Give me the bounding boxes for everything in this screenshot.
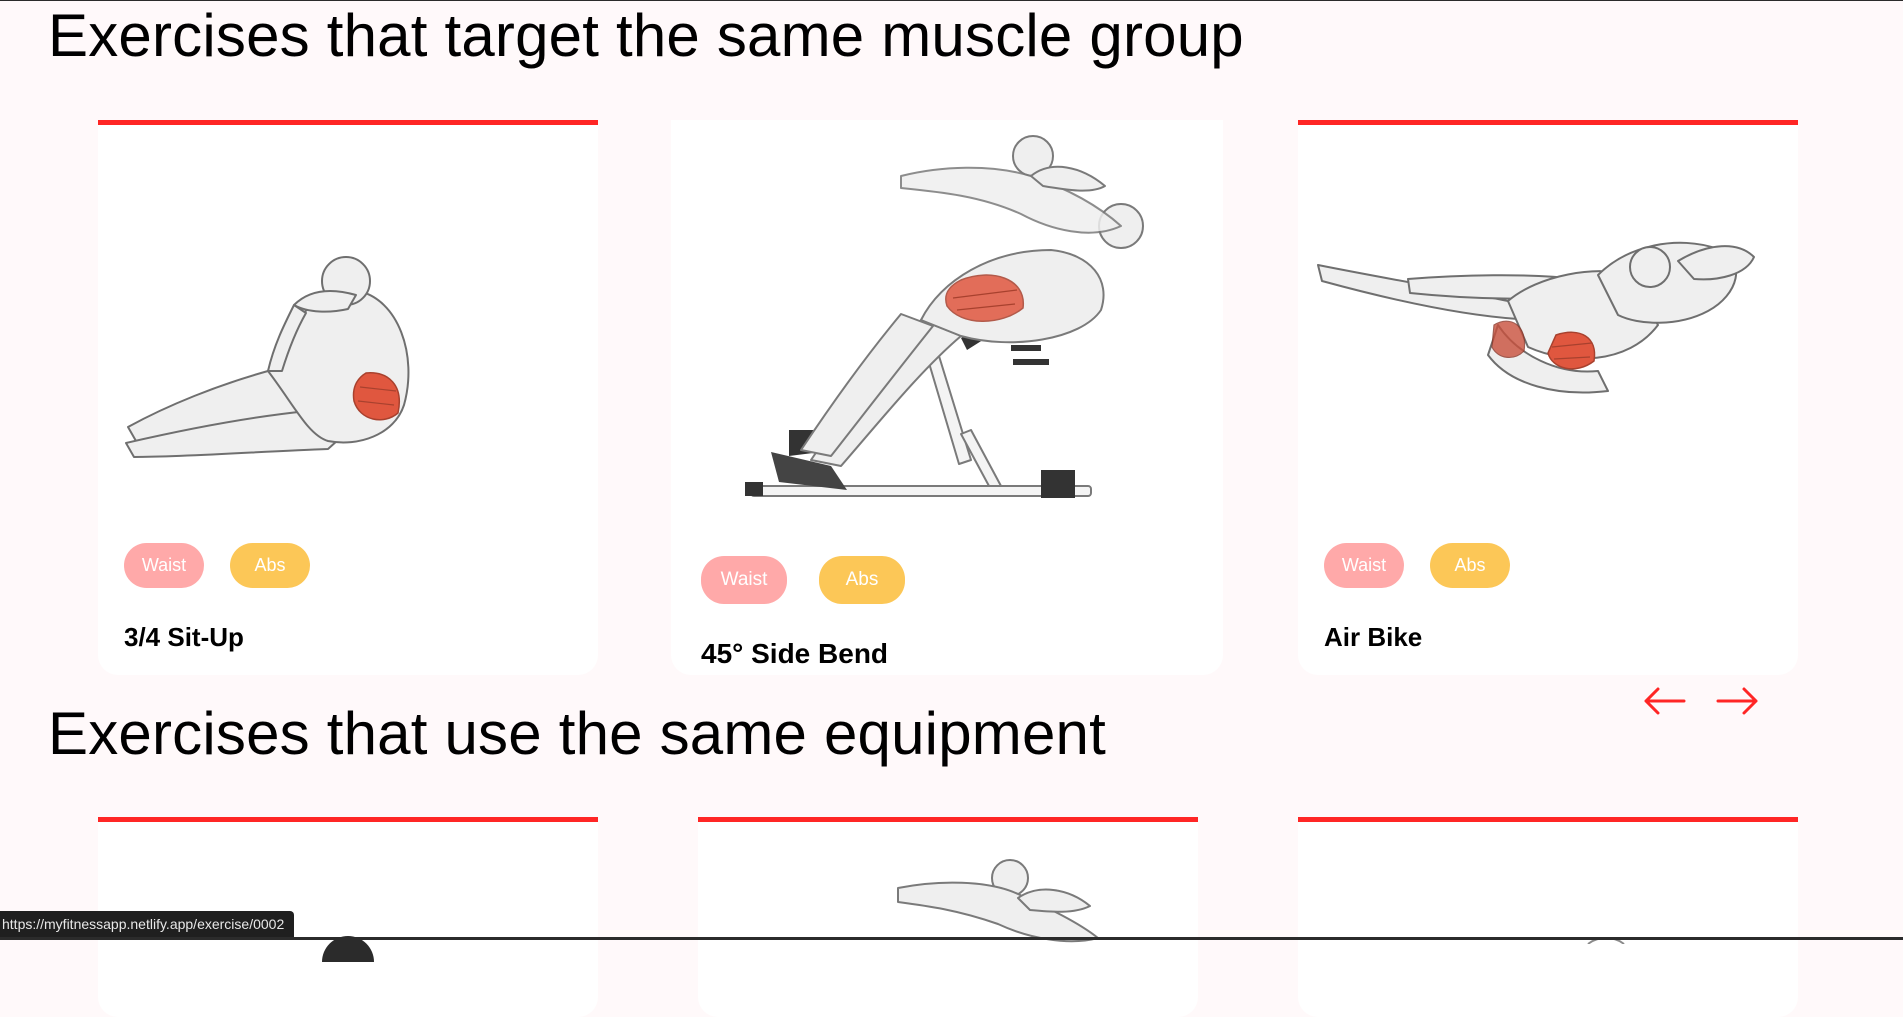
scroll-right-arrow-icon[interactable] [1716,683,1760,719]
exercise-card-45-side-bend[interactable] [671,120,1223,675]
exercise-name: 45° Side Bend [701,638,889,669]
tag-abs[interactable]: Abs [819,556,905,604]
exercise-name: Air Bike [1324,622,1423,652]
exercise-illustration-sit-up [98,195,598,495]
tag-waist[interactable]: Waist [701,556,787,604]
exercise-illustration-air-bike [1298,215,1798,465]
equipment-card-3[interactable] [1298,817,1798,1017]
window-top-border [0,0,1903,1]
equipment-card-2[interactable] [698,817,1198,1017]
exercise-illustration-side-bend [671,130,1223,530]
exercise-illustration-partial [698,858,1198,948]
target-section-title: Exercises that target the same muscle group [48,2,1244,69]
exercise-card-3-4-sit-up[interactable] [98,120,598,675]
status-bar-url: https://myfitnessapp.netlify.app/exercise/0002 [0,911,294,937]
equipment-section-title: Exercises that use the same equipment [48,700,1106,767]
tag-abs[interactable]: Abs [230,543,310,588]
tag-waist[interactable]: Waist [124,543,204,588]
scroll-left-arrow-icon[interactable] [1642,683,1686,719]
tag-waist[interactable]: Waist [1324,543,1404,588]
exercise-name: 3/4 Sit-Up [124,622,244,652]
exercise-card-air-bike[interactable] [1298,120,1798,675]
tag-abs[interactable]: Abs [1430,543,1510,588]
